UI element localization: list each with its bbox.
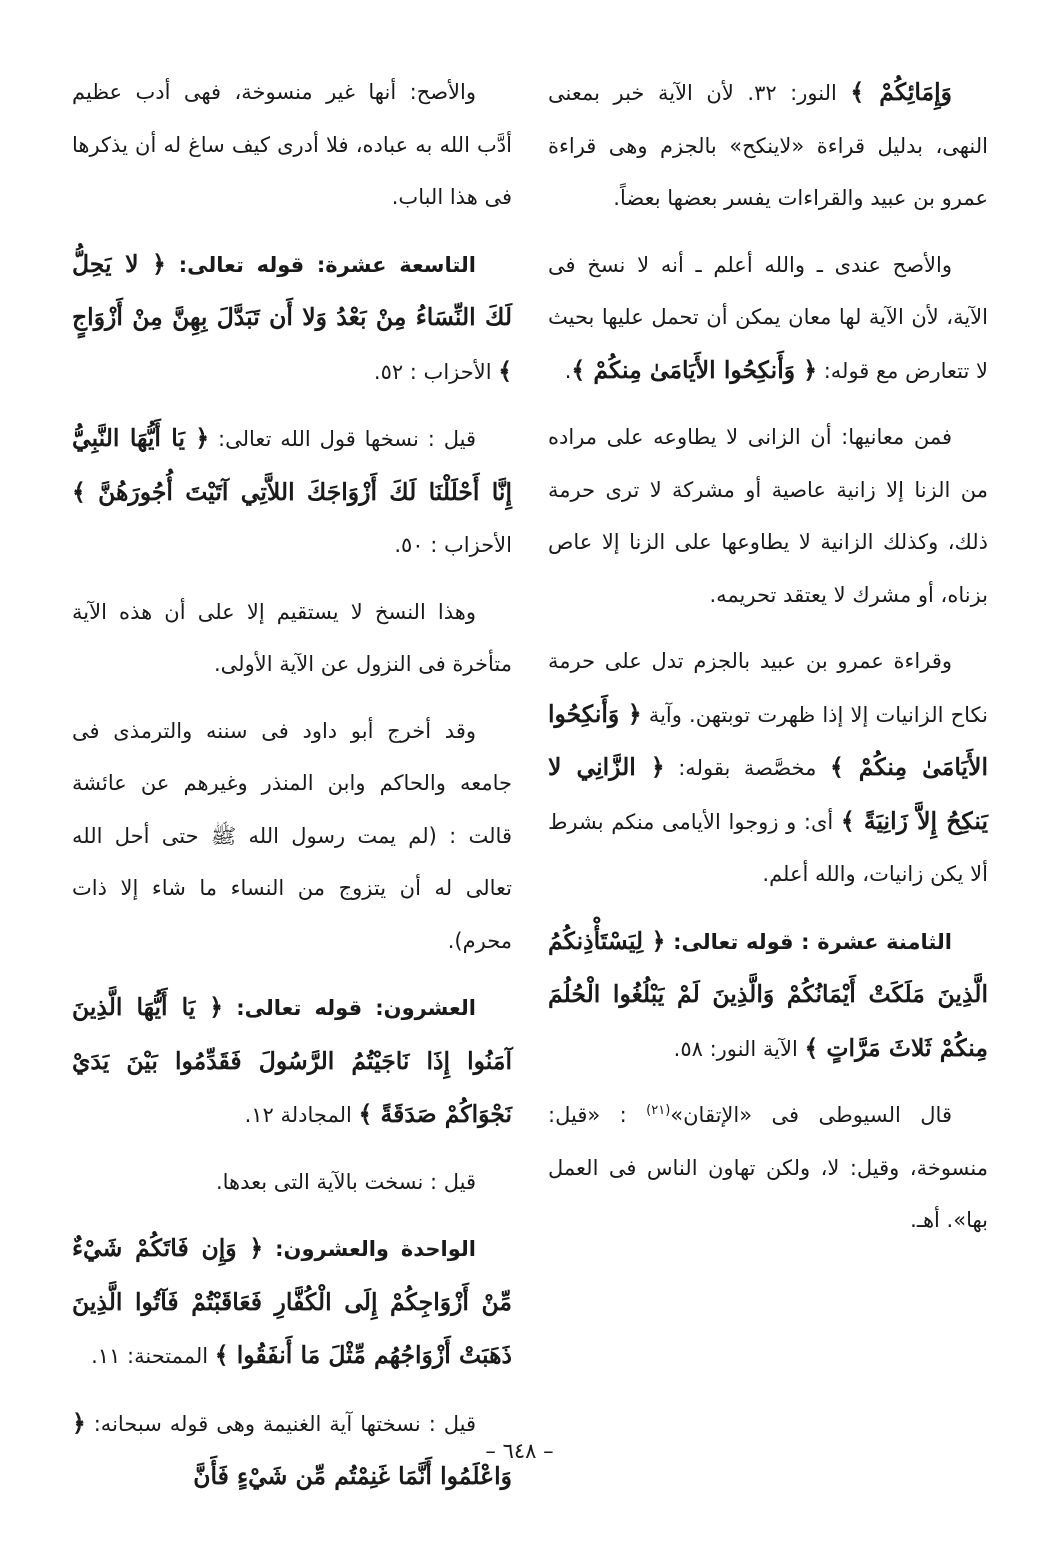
body-text: مخصَّصة بقوله: — [664, 756, 830, 780]
quran-verse: ﴿ وَإِن فَاتَكُمْ شَيْءٌ مِّنْ أَزْوَاجِكُمْ إِلَى الْكُفَّارِ فَعَاقَبْتُمْ فَآتُوا الَّذِينَ ذَهَبَتْ أَزْوَاجُهُم مِّثْلَ مَا أَنفَقُوا ﴾ — [72, 1234, 512, 1369]
paragraph — [72, 981, 512, 1142]
quran-verse: ﴿ يَا أَيُّهَا الَّذِينَ آمَنُوا إِذَا نَاجَيْتُمُ الرَّسُولَ فَقَدِّمُوا بَيْنَ يَدَيْ نَجْوَاكُمْ صَدَقَةً ﴾ — [72, 993, 512, 1128]
body-text: قال السيوطى فى «الإتقان» — [670, 1103, 952, 1127]
section-heading: التاسعة عشرة: قوله تعالى: — [165, 252, 476, 277]
body-text: قيل : نسخها قول الله تعالى: — [209, 427, 476, 451]
footnote-ref: (٢١) — [646, 1103, 671, 1118]
paragraph — [548, 915, 988, 1076]
quran-verse: وَإِمَائِكُمْ ﴾ — [850, 78, 952, 106]
quran-verse: ﴿ يَا أَيُّهَا النَّبِيُّ إِنَّا أَحْلَلْنَا لَكَ أَزْوَاجَكَ اللاَّتِي آتَيْتَ أُجُورَهُنَّ ﴾ — [72, 424, 512, 506]
body-text: وقد أخرج أبو داود فى سننه والترمذى فى جامعه والحاكم وابن المنذر وغيرهم عن عائشة قالت : (لم يمت رسول الله ﷺ حتى أحل الله تعالى له أن يتزوج من النساء ما شاء إلا ذات محرم). — [72, 718, 512, 953]
quran-verse: ﴿ الزَّانِي لا يَنكِحُ إِلاَّ زَانِيَةً ﴾ — [548, 753, 988, 835]
paragraph — [72, 238, 512, 399]
body-text: الأحزاب : ٥٠. — [394, 533, 512, 557]
paragraph — [72, 66, 512, 224]
paragraph — [72, 705, 512, 968]
body-text: أى: و زوجوا الأيامى منكم بشرط ألا يكن زانيات، والله أعلم. — [548, 809, 988, 886]
body-text: الآية النور: ٥٨. — [673, 1036, 805, 1061]
body-text: : «قيل: منسوخة، وقيل: لا، ولكن تهاون الناس فى العمل بها». أهـ. — [548, 1103, 988, 1232]
body-text: قيل : نسخت بالآية التى بعدها. — [215, 1169, 476, 1194]
body-text: النور: ٣٢. لأن الآية خبر بمعنى النهى، بدليل قراءة «لاينكح» بالجزم وهى قراءة عمرو بن عبيد والقراءات يفسر بعضها بعضاً. — [548, 81, 988, 210]
body-text: فمن معانيها: أن الزانى لا يطاوعه على مراده من الزنا إلا زانية عاصية أو مشركة لا ترى حرمة ذلك، وكذلك الزانية لا يطاوعها على الزنا إلا عاص بزناه، أو مشرك لا يعتقد تحريمه. — [548, 425, 988, 607]
body-text: قيل : نسختها آية الغنيمة وهى قوله سبحانه: — [85, 1411, 476, 1436]
body-text: وهذا النسخ لا يستقيم إلا على أن هذه الآية متأخرة فى النزول عن الآية الأولى. — [72, 599, 512, 676]
quran-verse: ﴿ وَأَنكِحُوا الأَيَامَىٰ مِنكُمْ ﴾ — [548, 699, 988, 781]
body-text: والأصح: أنها غير منسوخة، فهى أدب عظيم أدَّب الله به عباده، فلا أدرى كيف ساغ له أن يذكرها فى هذا الباب. — [72, 80, 512, 209]
left-column — [72, 66, 512, 1518]
paragraph — [548, 1089, 988, 1247]
right-column — [548, 66, 988, 1261]
paragraph — [548, 411, 988, 621]
paragraph — [548, 66, 988, 225]
body-text: والأصح عندى ـ والله أعلم ـ أنه لا نسخ فى الآية، لأن الآية لها معان يمكن أن تحمل عليها بحيث لا تتعارض مع قوله: — [548, 252, 988, 383]
paragraph — [72, 412, 512, 572]
quran-verse: ﴿ وَاعْلَمُوا أَنَّمَا غَنِمْتُم مِّن شَيْءٍ فَأَنَّ — [72, 1408, 512, 1490]
section-heading: الواحدة والعشرون: — [263, 1237, 476, 1261]
paragraph — [548, 239, 988, 398]
paragraph — [548, 635, 988, 901]
body-text: وقراءة عمرو بن عبيد بالجزم تدل على حرمة نكاح الزانيات إلا إذا ظهرت توبتهن. وآية — [548, 649, 988, 727]
page-number: – ٦٤٨ – — [485, 1439, 554, 1463]
quran-verse: ﴿ لا يَحِلُّ لَكَ النِّسَاءُ مِنْ بَعْدُ وَلا أَن تَبَدَّلَ بِهِنَّ مِنْ أَزْوَاجٍ ﴾ — [72, 249, 512, 385]
section-heading: الثامنة عشرة : قوله تعالى: — [665, 929, 952, 954]
quran-verse: ﴿ لِيَسْتَأْذِنكُمُ الَّذِينَ مَلَكَتْ أَيْمَانُكُمْ وَالَّذِينَ لَمْ يَبْلُغُوا الْحُلُمَ مِنكُمْ ثَلاثَ مَرَّاتٍ ﴾ — [548, 926, 988, 1062]
paragraph — [72, 1222, 512, 1383]
quran-verse: ﴿ وَأَنكِحُوا الأَيَامَىٰ مِنكُمْ ﴾ — [571, 355, 818, 384]
section-heading: العشرون: قوله تعالى: — [223, 996, 476, 1020]
body-text: الممتحنة: ١١. — [91, 1344, 215, 1368]
paragraph — [72, 1156, 512, 1209]
body-text: المجادلة ١٢. — [244, 1103, 359, 1127]
body-text: الأحزاب : ٥٢. — [373, 359, 499, 384]
paragraph — [72, 586, 512, 691]
body-text: . — [564, 358, 572, 383]
